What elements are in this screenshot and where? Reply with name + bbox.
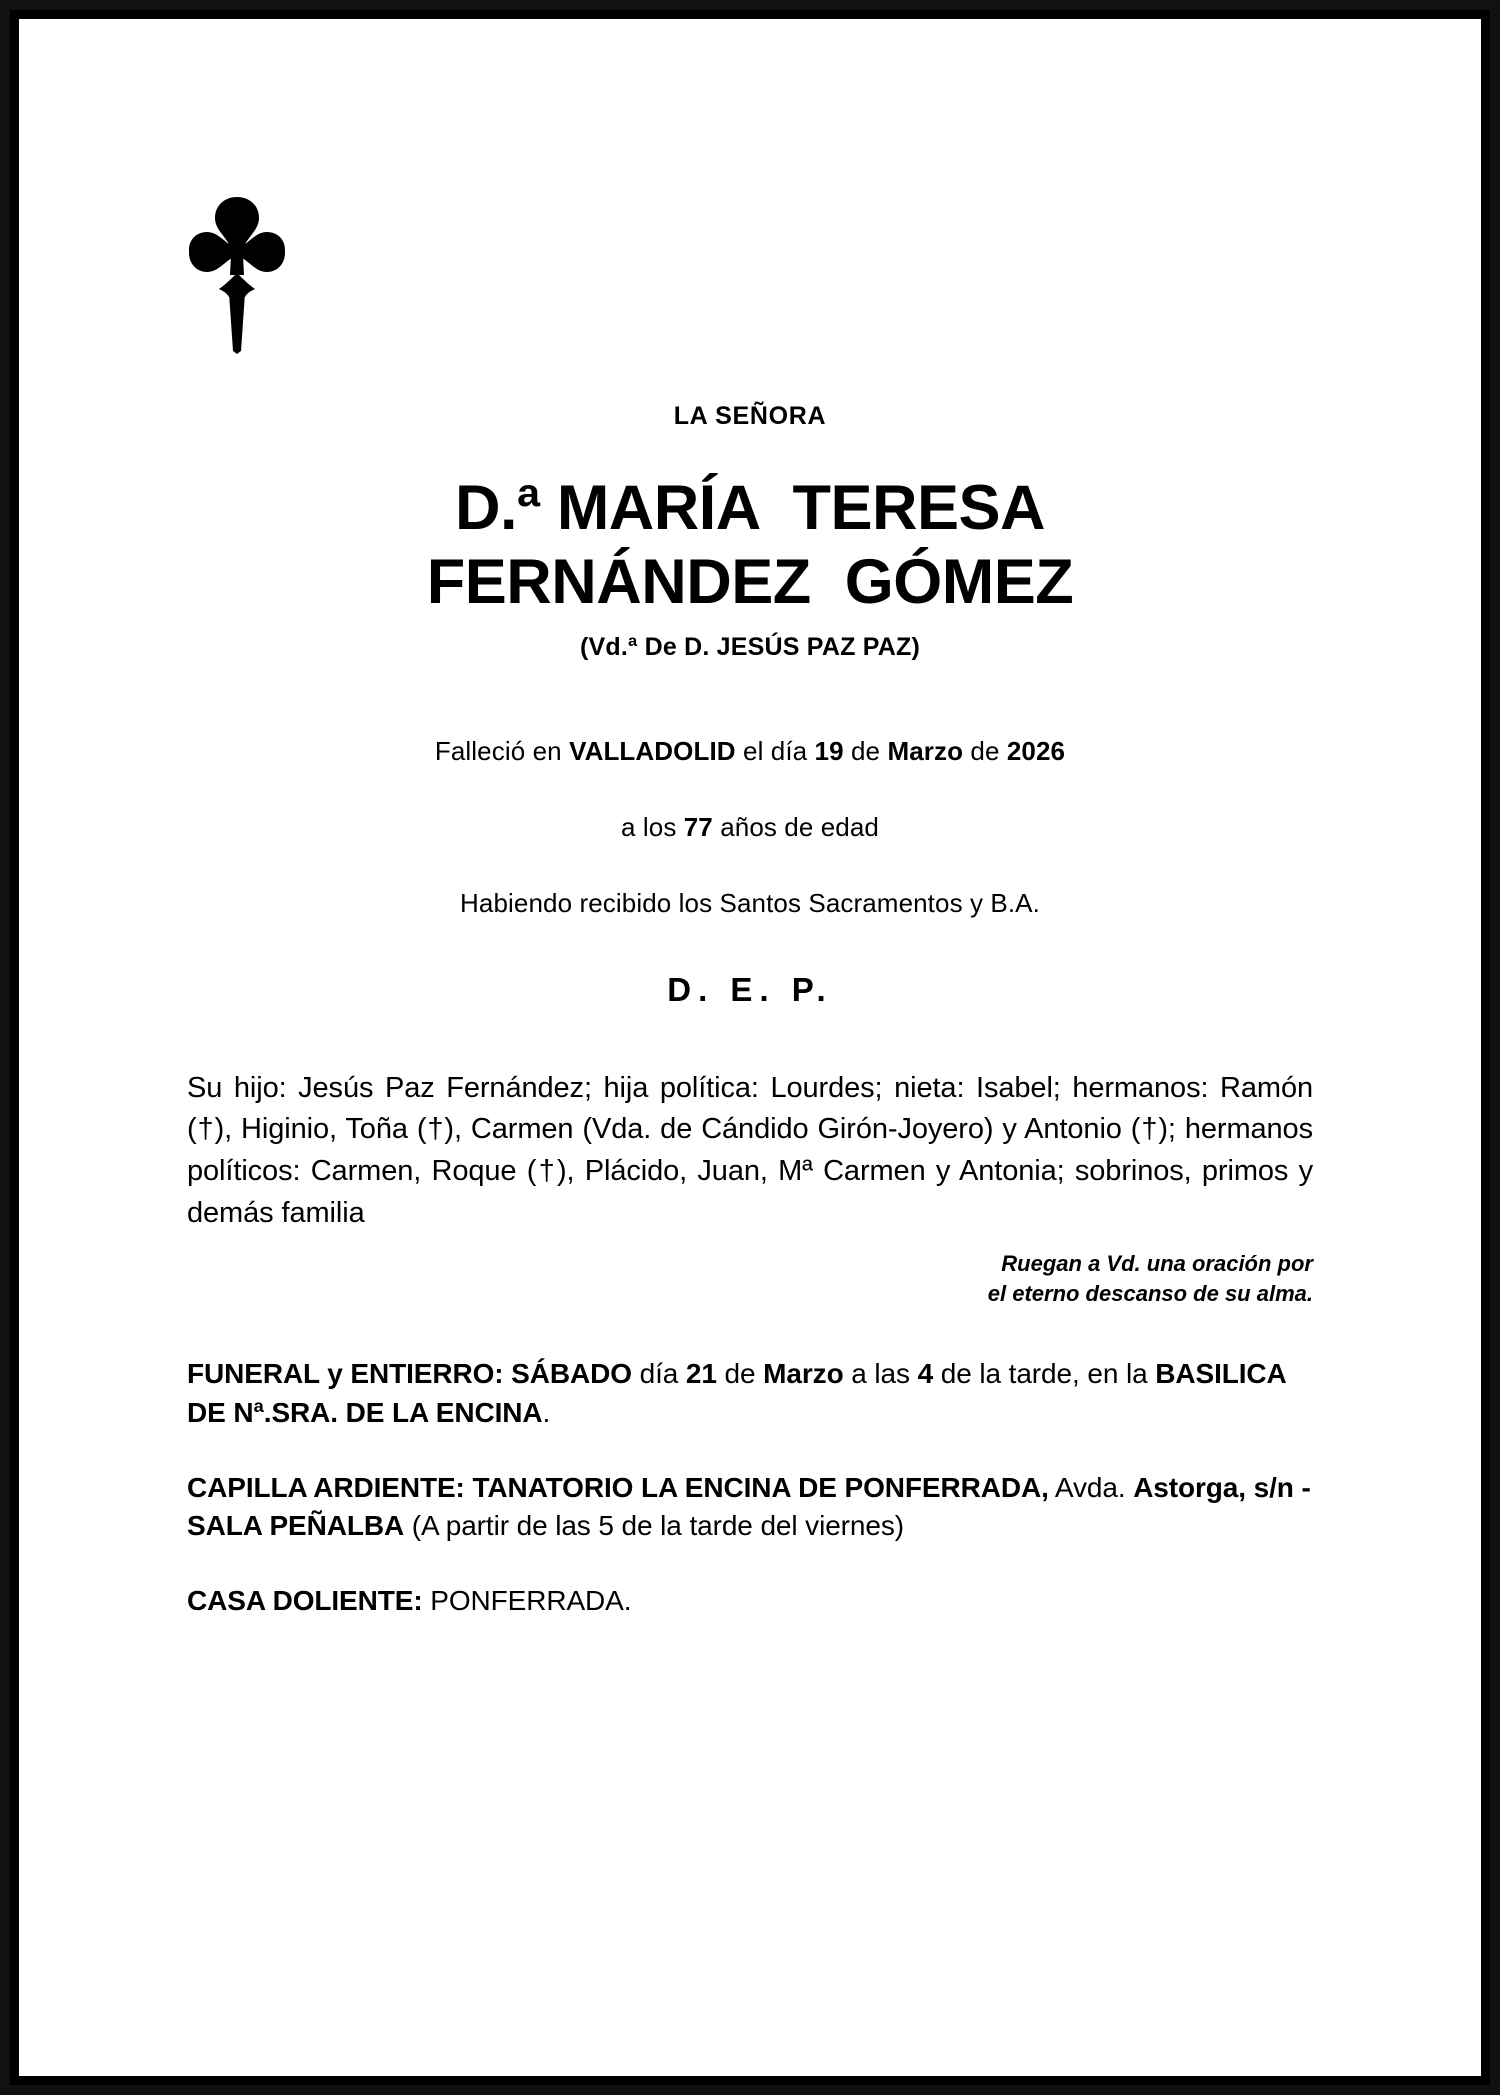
- deceased-name-line-1: D.ª MARÍA TERESA: [455, 473, 1045, 543]
- death-year: 2026: [1006, 735, 1066, 766]
- prayer-line-1: Ruegan a Vd. una oración por: [1001, 1250, 1313, 1276]
- widow-of-label: (Vd.ª De D. JESÚS PAZ PAZ): [580, 632, 920, 661]
- de-text-1: de: [843, 735, 888, 766]
- death-month: Marzo: [887, 735, 964, 766]
- death-city: VALLADOLID: [569, 735, 736, 766]
- dep-abbreviation: D. E. P.: [667, 970, 833, 1008]
- funeral-de-text: de: [716, 1358, 764, 1390]
- chapel-street-regular: Avda.: [1048, 1471, 1126, 1503]
- de-text-2: de: [963, 735, 1007, 766]
- death-day: 19: [814, 735, 844, 766]
- prayer-line-2: el eterno descanso de su alma.: [987, 1280, 1313, 1306]
- notice-header: [187, 19, 1313, 660]
- funeral-alas-text: a las: [843, 1358, 918, 1390]
- prayer-request: [187, 1249, 1313, 1310]
- funeral-time-suffix: de la tarde,: [933, 1358, 1080, 1390]
- funeral-place-prefix: en la: [1087, 1358, 1156, 1390]
- funeral-time: 4: [917, 1358, 934, 1390]
- mourning-home-block: [187, 1582, 1313, 1621]
- service-arrangements: [187, 1355, 1313, 1620]
- mourning-home-label: CASA DOLIENTE:: [187, 1584, 423, 1616]
- death-place-date-line: [187, 735, 1313, 766]
- family-survivors-paragraph: Su hijo: Jesús Paz Fernández; hija política: Lourdes; nieta: Isabel; hermanos: Ramón (†), Higinio, Toña (†), Carmen (Vda. de Cándido Girón-Joyero) y Antonio (†); hermanos políticos: Carmen, Roque (†), Plácido, Juan, Mª Carmen y Antonia; sobrinos, primos y demás familia: [187, 1071, 1313, 1229]
- death-details: [187, 660, 1313, 916]
- sacraments-line: Habiendo recibido los Santos Sacramentos y B.A.: [460, 887, 1040, 918]
- deceased-name-line-2: FERNÁNDEZ GÓMEZ: [426, 546, 1074, 617]
- age-prefix: a los: [621, 811, 684, 842]
- page-border: [10, 10, 1490, 2085]
- funeral-month: Marzo: [763, 1358, 844, 1390]
- funeral-place-suffix: .: [542, 1396, 551, 1428]
- notice-sheet: [19, 19, 1481, 2076]
- death-age-line: [187, 811, 1313, 842]
- honorific-label: LA SEÑORA: [673, 402, 827, 430]
- falleció-prefix: Falleció en: [434, 735, 570, 766]
- funeral-weekday: SÁBADO: [503, 1358, 632, 1390]
- funeral-label: FUNERAL y ENTIERRO:: [187, 1358, 504, 1390]
- funeral-dia-text: día: [631, 1358, 686, 1390]
- chapel-block: [187, 1469, 1313, 1546]
- el-dia-text: el día: [735, 735, 815, 766]
- funeral-place: BASILICA DE Nª.SRA. DE LA ENCINA: [187, 1358, 1286, 1428]
- age-suffix: años de edad: [712, 811, 879, 842]
- mourning-home-value: PONFERRADA.: [422, 1584, 632, 1616]
- chapel-street-bold: Astorga, s/n - SALA PEÑALBA: [187, 1471, 1311, 1542]
- chapel-venue: TANATORIO LA ENCINA DE PONFERRADA,: [464, 1471, 1049, 1503]
- chapel-note: (A partir de las 5 de la tarde del viernes): [404, 1510, 904, 1542]
- age-value: 77: [683, 811, 713, 842]
- funeral-block: [187, 1355, 1313, 1432]
- chapel-label: CAPILLA ARDIENTE:: [187, 1471, 465, 1503]
- cross-of-santiago-icon: [177, 189, 297, 354]
- funeral-day: 21: [685, 1358, 717, 1390]
